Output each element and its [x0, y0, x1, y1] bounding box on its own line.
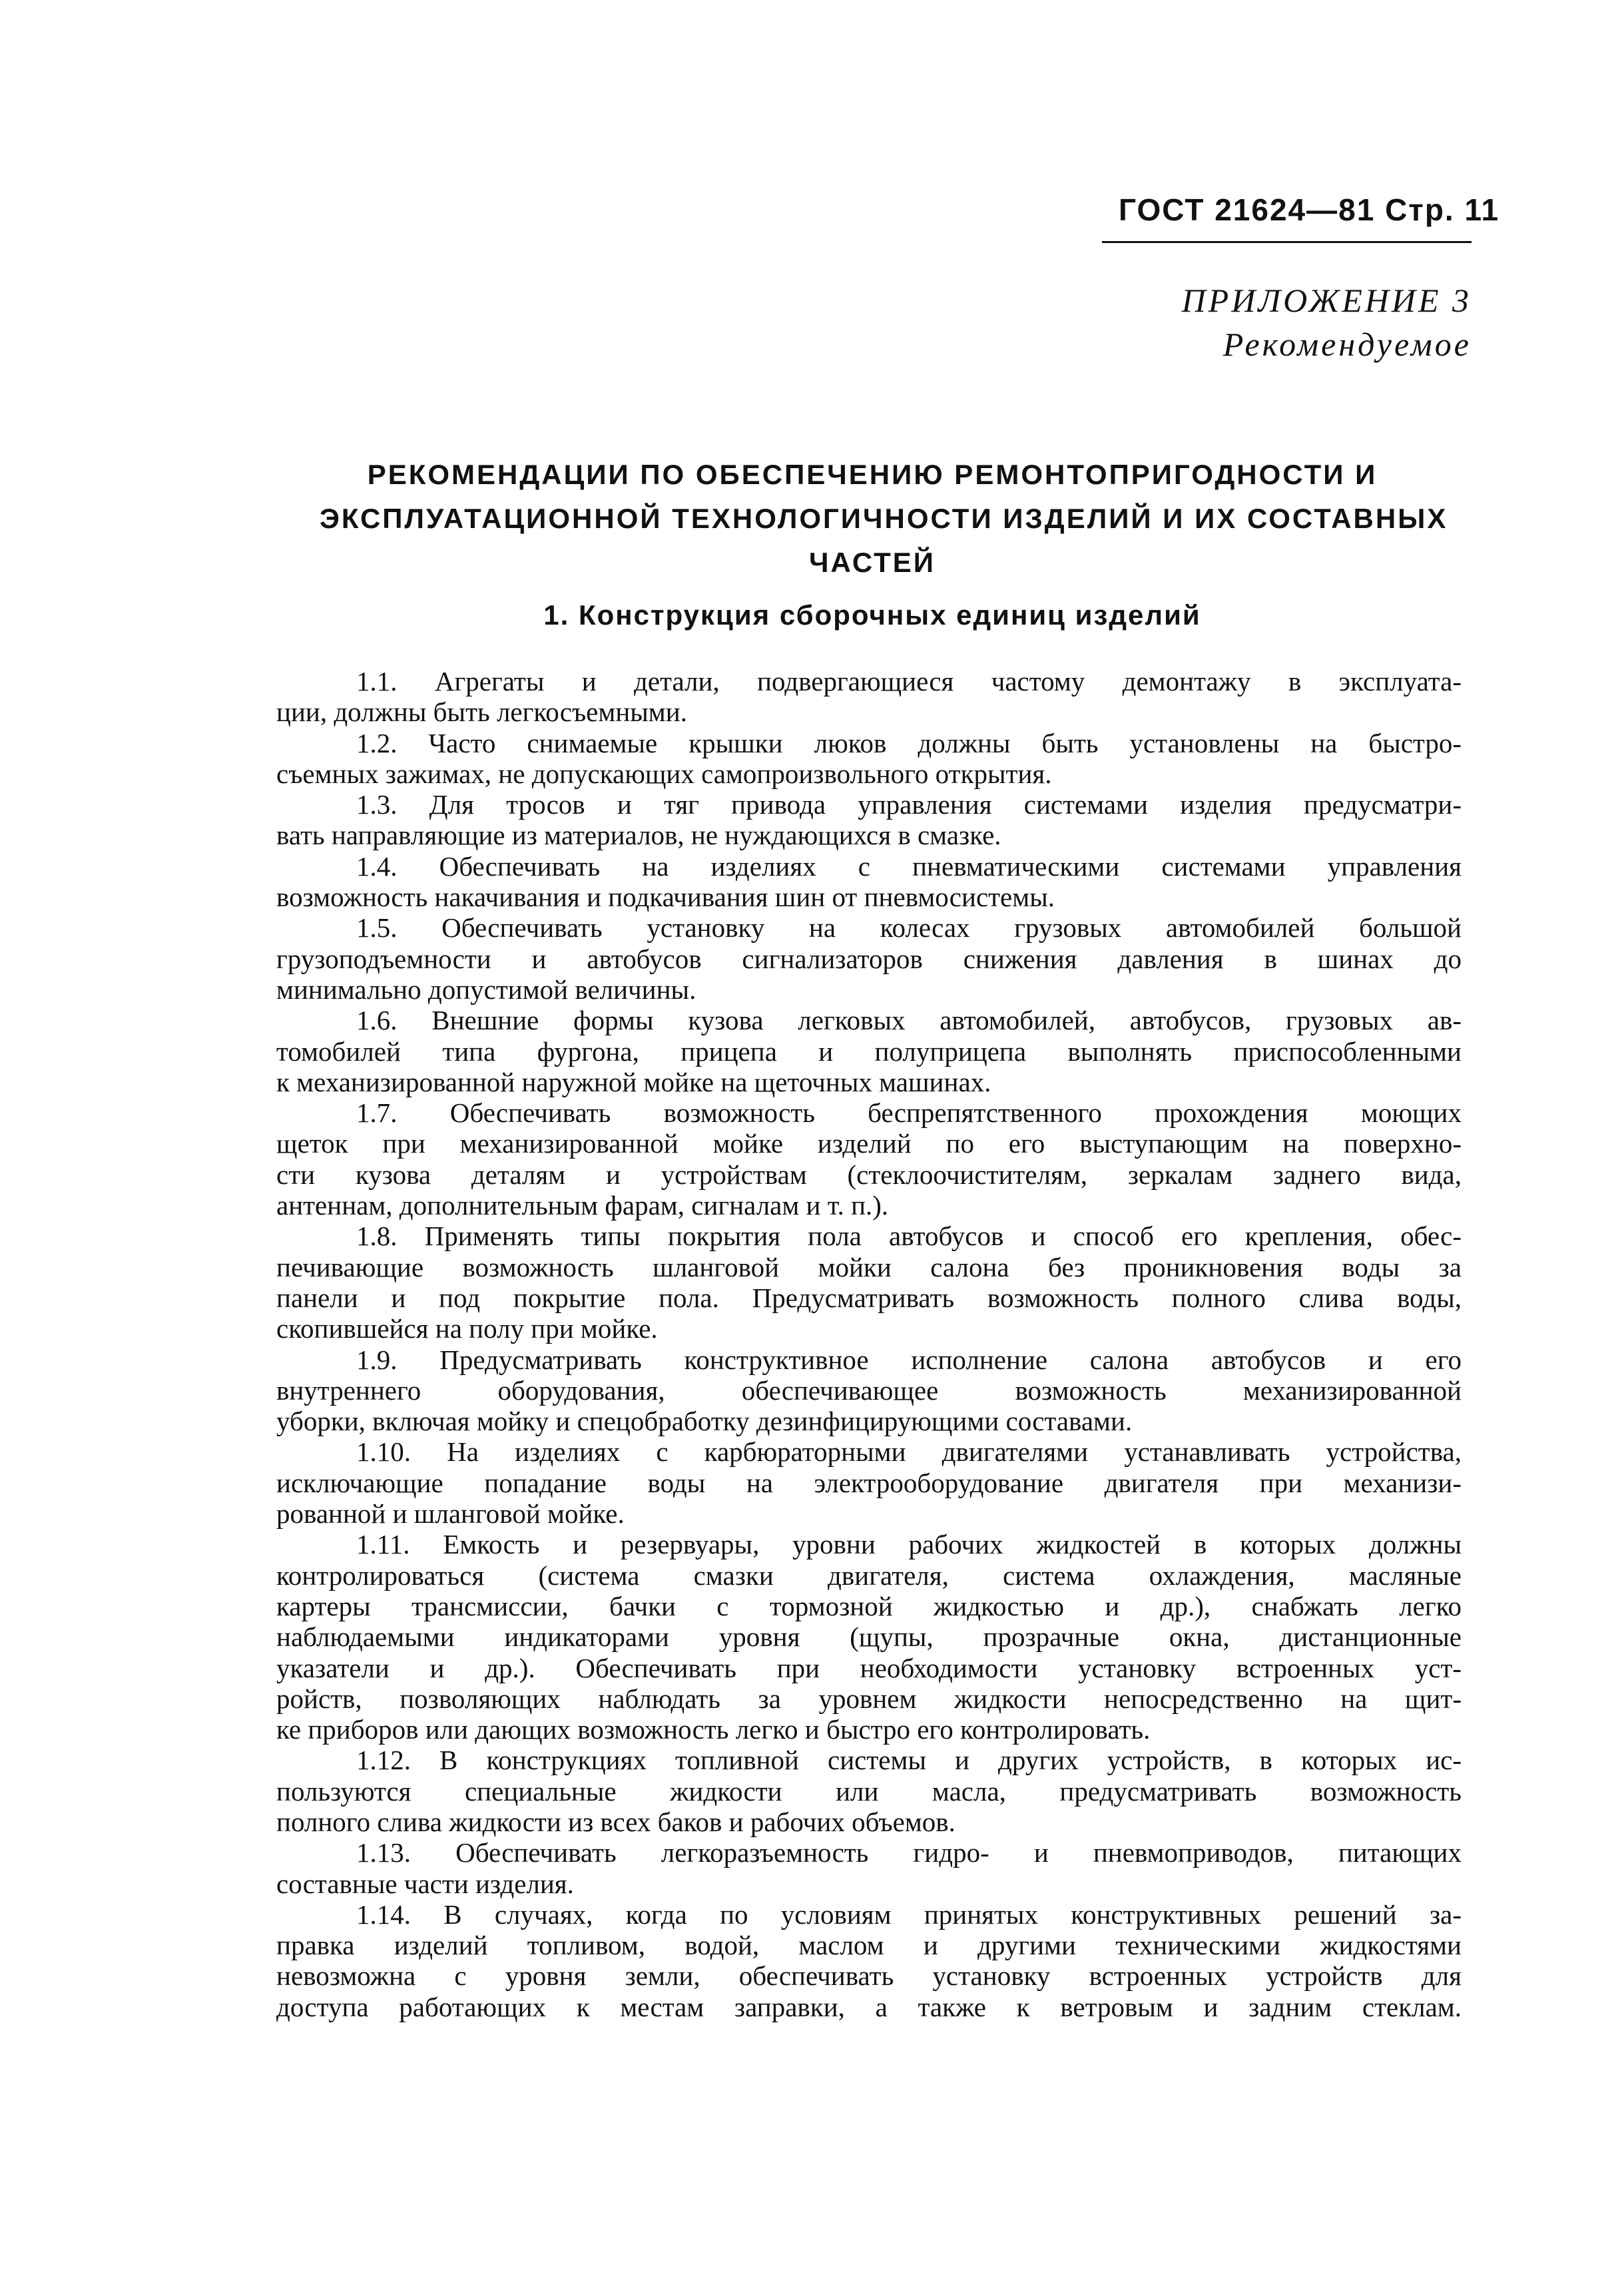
body-line: 1.9. Предусматривать конструктивное исполнение салона автобусов и его	[356, 1344, 1462, 1375]
body-line: возможность накачивания и подкачивания шин от пневмосистемы.	[276, 882, 1055, 913]
body-text	[276, 666, 1462, 2022]
body-line: пользуются специальные жидкости или масла, предусматривать возможность	[276, 1775, 1462, 1807]
body-line: 1.2. Часто снимаемые крышки люков должны быть установлены на быстро-	[356, 727, 1462, 758]
body-line: правка изделий топливом, водой, маслом и другими техническими жидкостями	[276, 1930, 1462, 1961]
body-line: 1.7. Обеспечивать возможность беспрепятственного прохождения моющих	[356, 1097, 1462, 1129]
appendix-label: ПРИЛОЖЕНИЕ 3	[1181, 282, 1472, 319]
body-line: исключающие попадание воды на электрооборудование двигателя при механизи-	[276, 1467, 1462, 1498]
body-line: ке приборов или дающих возможность легко и быстро его контролировать.	[276, 1714, 1151, 1745]
body-line: скопившейся на полу при мойке.	[276, 1313, 658, 1344]
document-title	[320, 453, 1448, 585]
body-line: полного слива жидкости из всех баков и рабочих объемов.	[276, 1806, 955, 1837]
body-line: съемных зажимах, не допускающих самопроизвольного открытия.	[276, 758, 1052, 789]
body-line: сти кузова деталям и устройствам (стеклоочистителям, зеркалам заднего вида,	[276, 1159, 1462, 1190]
body-line: вать направляющие из материалов, не нуждающихся в смазке.	[276, 820, 1001, 851]
body-line: минимально допустимой величины.	[276, 974, 696, 1005]
body-line: 1.4. Обеспечивать на изделиях с пневматическими системами управления	[356, 850, 1462, 882]
body-line: невозможна с уровня земли, обеспечивать установку встроенных устройств для	[276, 1960, 1462, 1992]
body-line: антеннам, дополнительным фарам, сигналам и т. п.).	[276, 1190, 889, 1221]
body-line: щеток при механизированной мойке изделий по его выступающим на поверхно-	[276, 1128, 1462, 1159]
section-title: 1. Конструкция сборочных единиц изделий	[543, 599, 1201, 631]
header-rule	[1102, 241, 1472, 243]
body-line: 1.11. Емкость и резервуары, уровни рабочих жидкостей в которых должны	[356, 1529, 1462, 1560]
body-line: рованной и шланговой мойке.	[276, 1498, 625, 1530]
body-line: контролироваться (система смазки двигателя, система охлаждения, масляные	[276, 1560, 1462, 1591]
body-line: указатели и др.). Обеспечивать при необходимости установку встроенных уст-	[276, 1652, 1462, 1683]
body-line: уборки, включая мойку и спецобработку дезинфицирующими составами.	[276, 1406, 1133, 1437]
body-line: 1.5. Обеспечивать установку на колесах грузовых автомобилей большой	[356, 912, 1462, 944]
body-line: доступа работающих к местам заправки, а также к ветровым и задним стеклам.	[276, 1991, 1462, 2022]
body-line: внутреннего оборудования, обеспечивающее возможность механизированной	[276, 1374, 1462, 1406]
body-line: панели и под покрытие пола. Предусматривать возможность полного слива воды,	[276, 1282, 1462, 1313]
appendix-status: Рекомендуемое	[1222, 326, 1472, 363]
body-line: томобилей типа фургона, прицепа и полуприцепа выполнять приспособленными	[276, 1035, 1462, 1067]
body-line: 1.14. В случаях, когда по условиям принятых конструктивных решений за-	[356, 1898, 1462, 1930]
body-line: к механизированной наружной мойке на щеточных машинах.	[276, 1066, 991, 1097]
title-line: РЕКОМЕНДАЦИИ ПО ОБЕСПЕЧЕНИЮ РЕМОНТОПРИГОДНОСТИ И	[367, 459, 1378, 490]
body-line: наблюдаемыми индикаторами уровня (щупы, прозрачные окна, дистанционные	[276, 1621, 1462, 1653]
body-line: 1.3. Для тросов и тяг привода управления системами изделия предусматри-	[356, 789, 1462, 820]
title-line: ЧАСТЕЙ	[809, 547, 936, 578]
body-line: 1.6. Внешние формы кузова легковых автомобилей, автобусов, грузовых ав-	[356, 1005, 1462, 1036]
body-line: ройств, позволяющих наблюдать за уровнем жидкости непосредственно на щит-	[276, 1683, 1462, 1714]
body-line: составные части изделия.	[276, 1868, 574, 1899]
body-line: 1.13. Обеспечивать легкоразъемность гидро- и пневмоприводов, питающих	[356, 1837, 1462, 1868]
body-line: ции, должны быть легкосъемными.	[276, 697, 687, 728]
page-header-doc-ref: ГОСТ 21624—81 Стр. 11	[1119, 192, 1500, 227]
body-line: 1.8. Применять типы покрытия пола автобусов и способ его крепления, обес-	[356, 1221, 1462, 1252]
body-line: грузоподъемности и автобусов сигнализаторов снижения давления в шинах до	[276, 943, 1462, 974]
body-line: печивающие возможность шланговой мойки салона без проникновения воды за	[276, 1251, 1462, 1283]
appendix-block	[999, 278, 1472, 366]
body-line: 1.12. В конструкциях топливной системы и других устройств, в которых ис-	[356, 1745, 1462, 1776]
body-line: картеры трансмиссии, бачки с тормозной жидкостью и др.), снабжать легко	[276, 1590, 1462, 1621]
title-line: ЭКСПЛУАТАЦИОННОЙ ТЕХНОЛОГИЧНОСТИ ИЗДЕЛИЙ И ИХ СОСТАВНЫХ	[320, 503, 1448, 534]
body-line: 1.1. Агрегаты и детали, подвергающиеся частому демонтажу в эксплуата-	[356, 666, 1462, 697]
body-line: 1.10. На изделиях с карбюраторными двигателями устанавливать устройства,	[356, 1436, 1462, 1468]
